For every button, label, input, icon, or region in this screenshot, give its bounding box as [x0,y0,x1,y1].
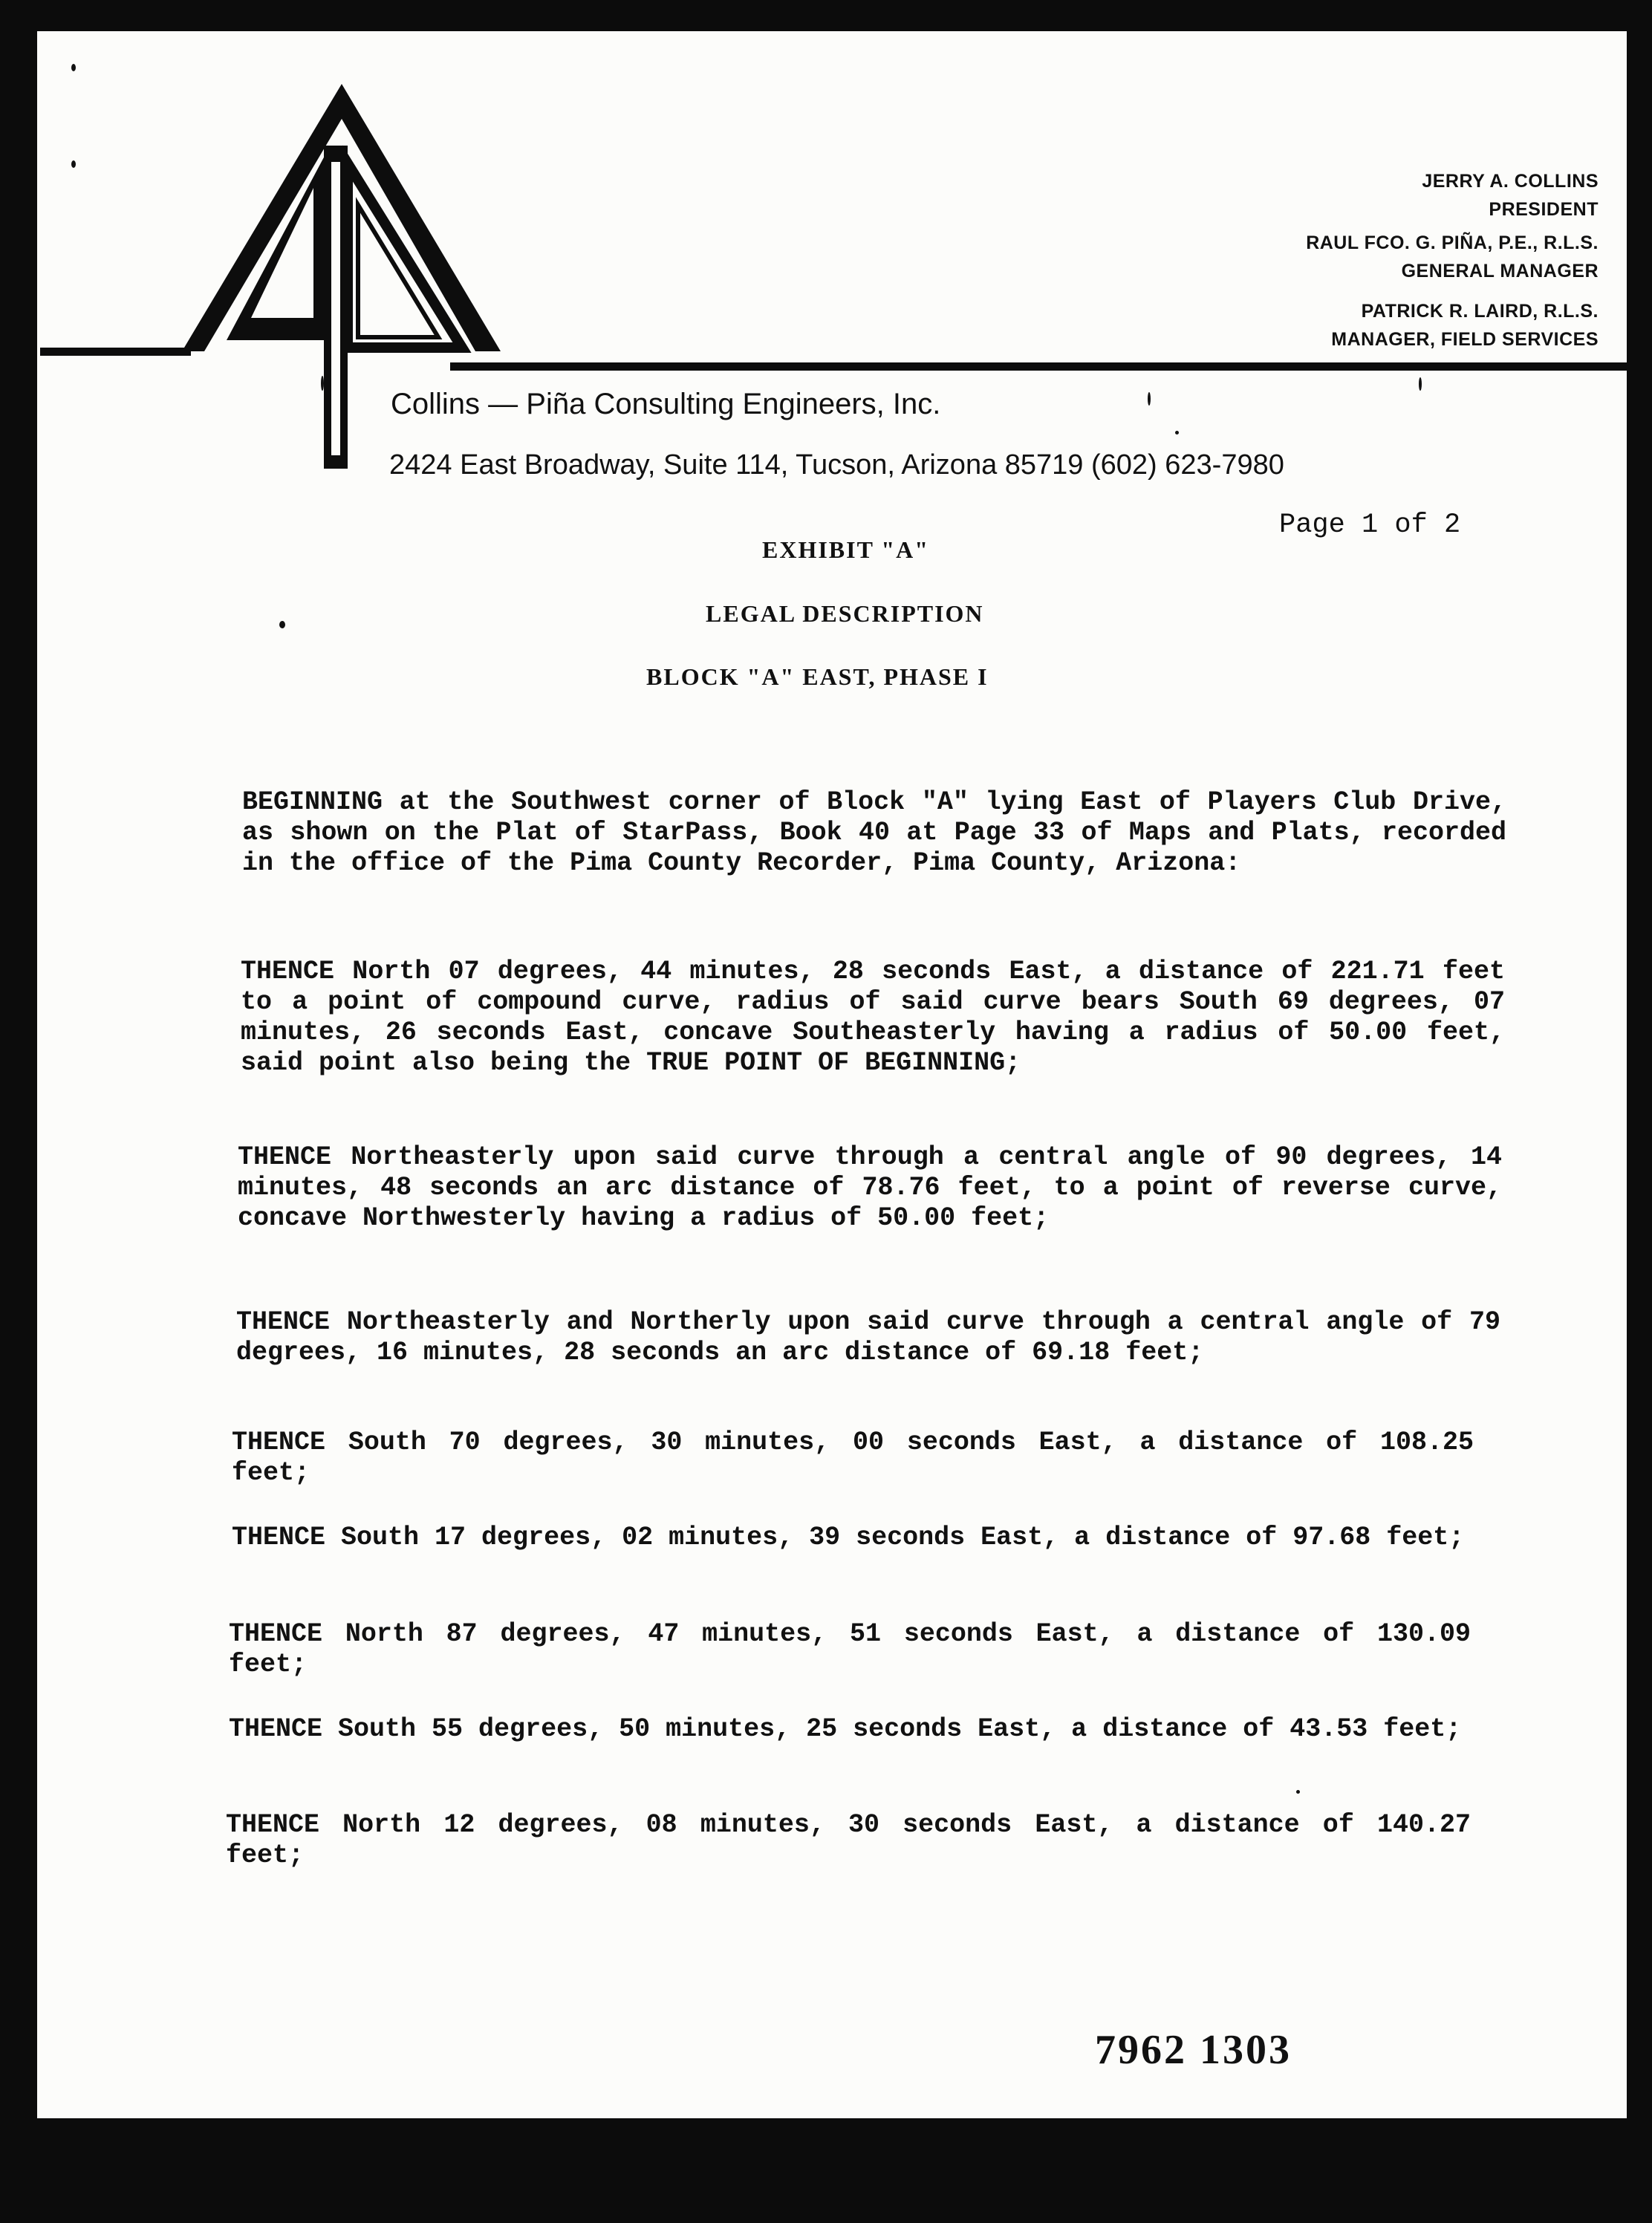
legal-paragraph: THENCE Northeasterly upon said curve through a central angle of 90 degrees, 14 minutes, 48 seconds an arc distance of 78.76 feet, to a point of reverse curve, concave Northwesterly having a radius of 50.00 feet; [238,1142,1502,1233]
scan-speck [321,376,324,391]
exhibit-heading: EXHIBIT "A" [762,536,929,563]
scan-speck [71,64,76,71]
staff-title: PRESIDENT [1489,199,1599,220]
staff-title: GENERAL MANAGER [1401,261,1599,281]
legal-paragraph: THENCE Northeasterly and Northerly upon said curve through a central angle of 79 degrees, 16 minutes, 28 seconds an arc distance of 69.18 feet; [236,1307,1500,1367]
scan-speck [279,621,285,628]
company-name: Collins — Piña Consulting Engineers, Inc. [391,388,941,420]
company-logo-icon [74,80,505,481]
legal-paragraph: THENCE South 17 degrees, 02 minutes, 39 seconds East, a distance of 97.68 feet; [232,1523,1465,1552]
staff-title: MANAGER, FIELD SERVICES [1331,329,1599,350]
legal-paragraph: THENCE South 55 degrees, 50 minutes, 25 seconds East, a distance of 43.53 feet; [229,1714,1462,1744]
legal-paragraph: THENCE North 07 degrees, 44 minutes, 28 seconds East, a distance of 221.71 feet to a point of compound curve, radius of said curve bears South 69 degrees, 07 minutes, 26 seconds East, concave Southeasterly having a radius of 50.00 feet, said point also being the TRUE POINT OF BEGINNING; [241,957,1505,1078]
staff-president [1422,167,1599,224]
letterhead-rule-left [40,348,191,356]
scan-speck [1296,1790,1300,1794]
legal-description-heading: LEGAL DESCRIPTION [706,600,984,627]
page-number: Page 1 of 2 [1279,510,1461,541]
document-number: 7962 1303 [1095,2027,1292,2073]
staff-name: JERRY A. COLLINS [1422,171,1599,192]
scan-speck [1419,377,1422,391]
staff-general-manager [1306,229,1599,285]
staff-name: RAUL FCO. G. PIÑA, P.E., R.L.S. [1306,232,1599,253]
legal-paragraph: BEGINNING at the Southwest corner of Block "A" lying East of Players Club Drive, as shown on the Plat of StarPass, Book 40 at Page 33 of Maps and Plats, recorded in the office of the Pima County Recorder, Pima County, Arizona: [242,787,1506,878]
scan-speck [1148,392,1151,406]
scan-speck [71,160,76,168]
legal-paragraph: THENCE North 87 degrees, 47 minutes, 51 seconds East, a distance of 130.09 feet; [229,1619,1471,1679]
letterhead-rule-right [450,362,1630,371]
scan-speck [1175,431,1179,434]
staff-field-services [1331,297,1599,354]
company-address: 2424 East Broadway, Suite 114, Tucson, Arizona 85719 (602) 623-7980 [389,449,1284,481]
legal-paragraph: THENCE North 12 degrees, 08 minutes, 30 seconds East, a distance of 140.27 feet; [226,1810,1471,1870]
block-heading: BLOCK "A" EAST, PHASE I [646,663,989,690]
staff-name: PATRICK R. LAIRD, R.L.S. [1361,301,1599,322]
legal-paragraph: THENCE South 70 degrees, 30 minutes, 00 seconds East, a distance of 108.25 feet; [232,1428,1474,1488]
